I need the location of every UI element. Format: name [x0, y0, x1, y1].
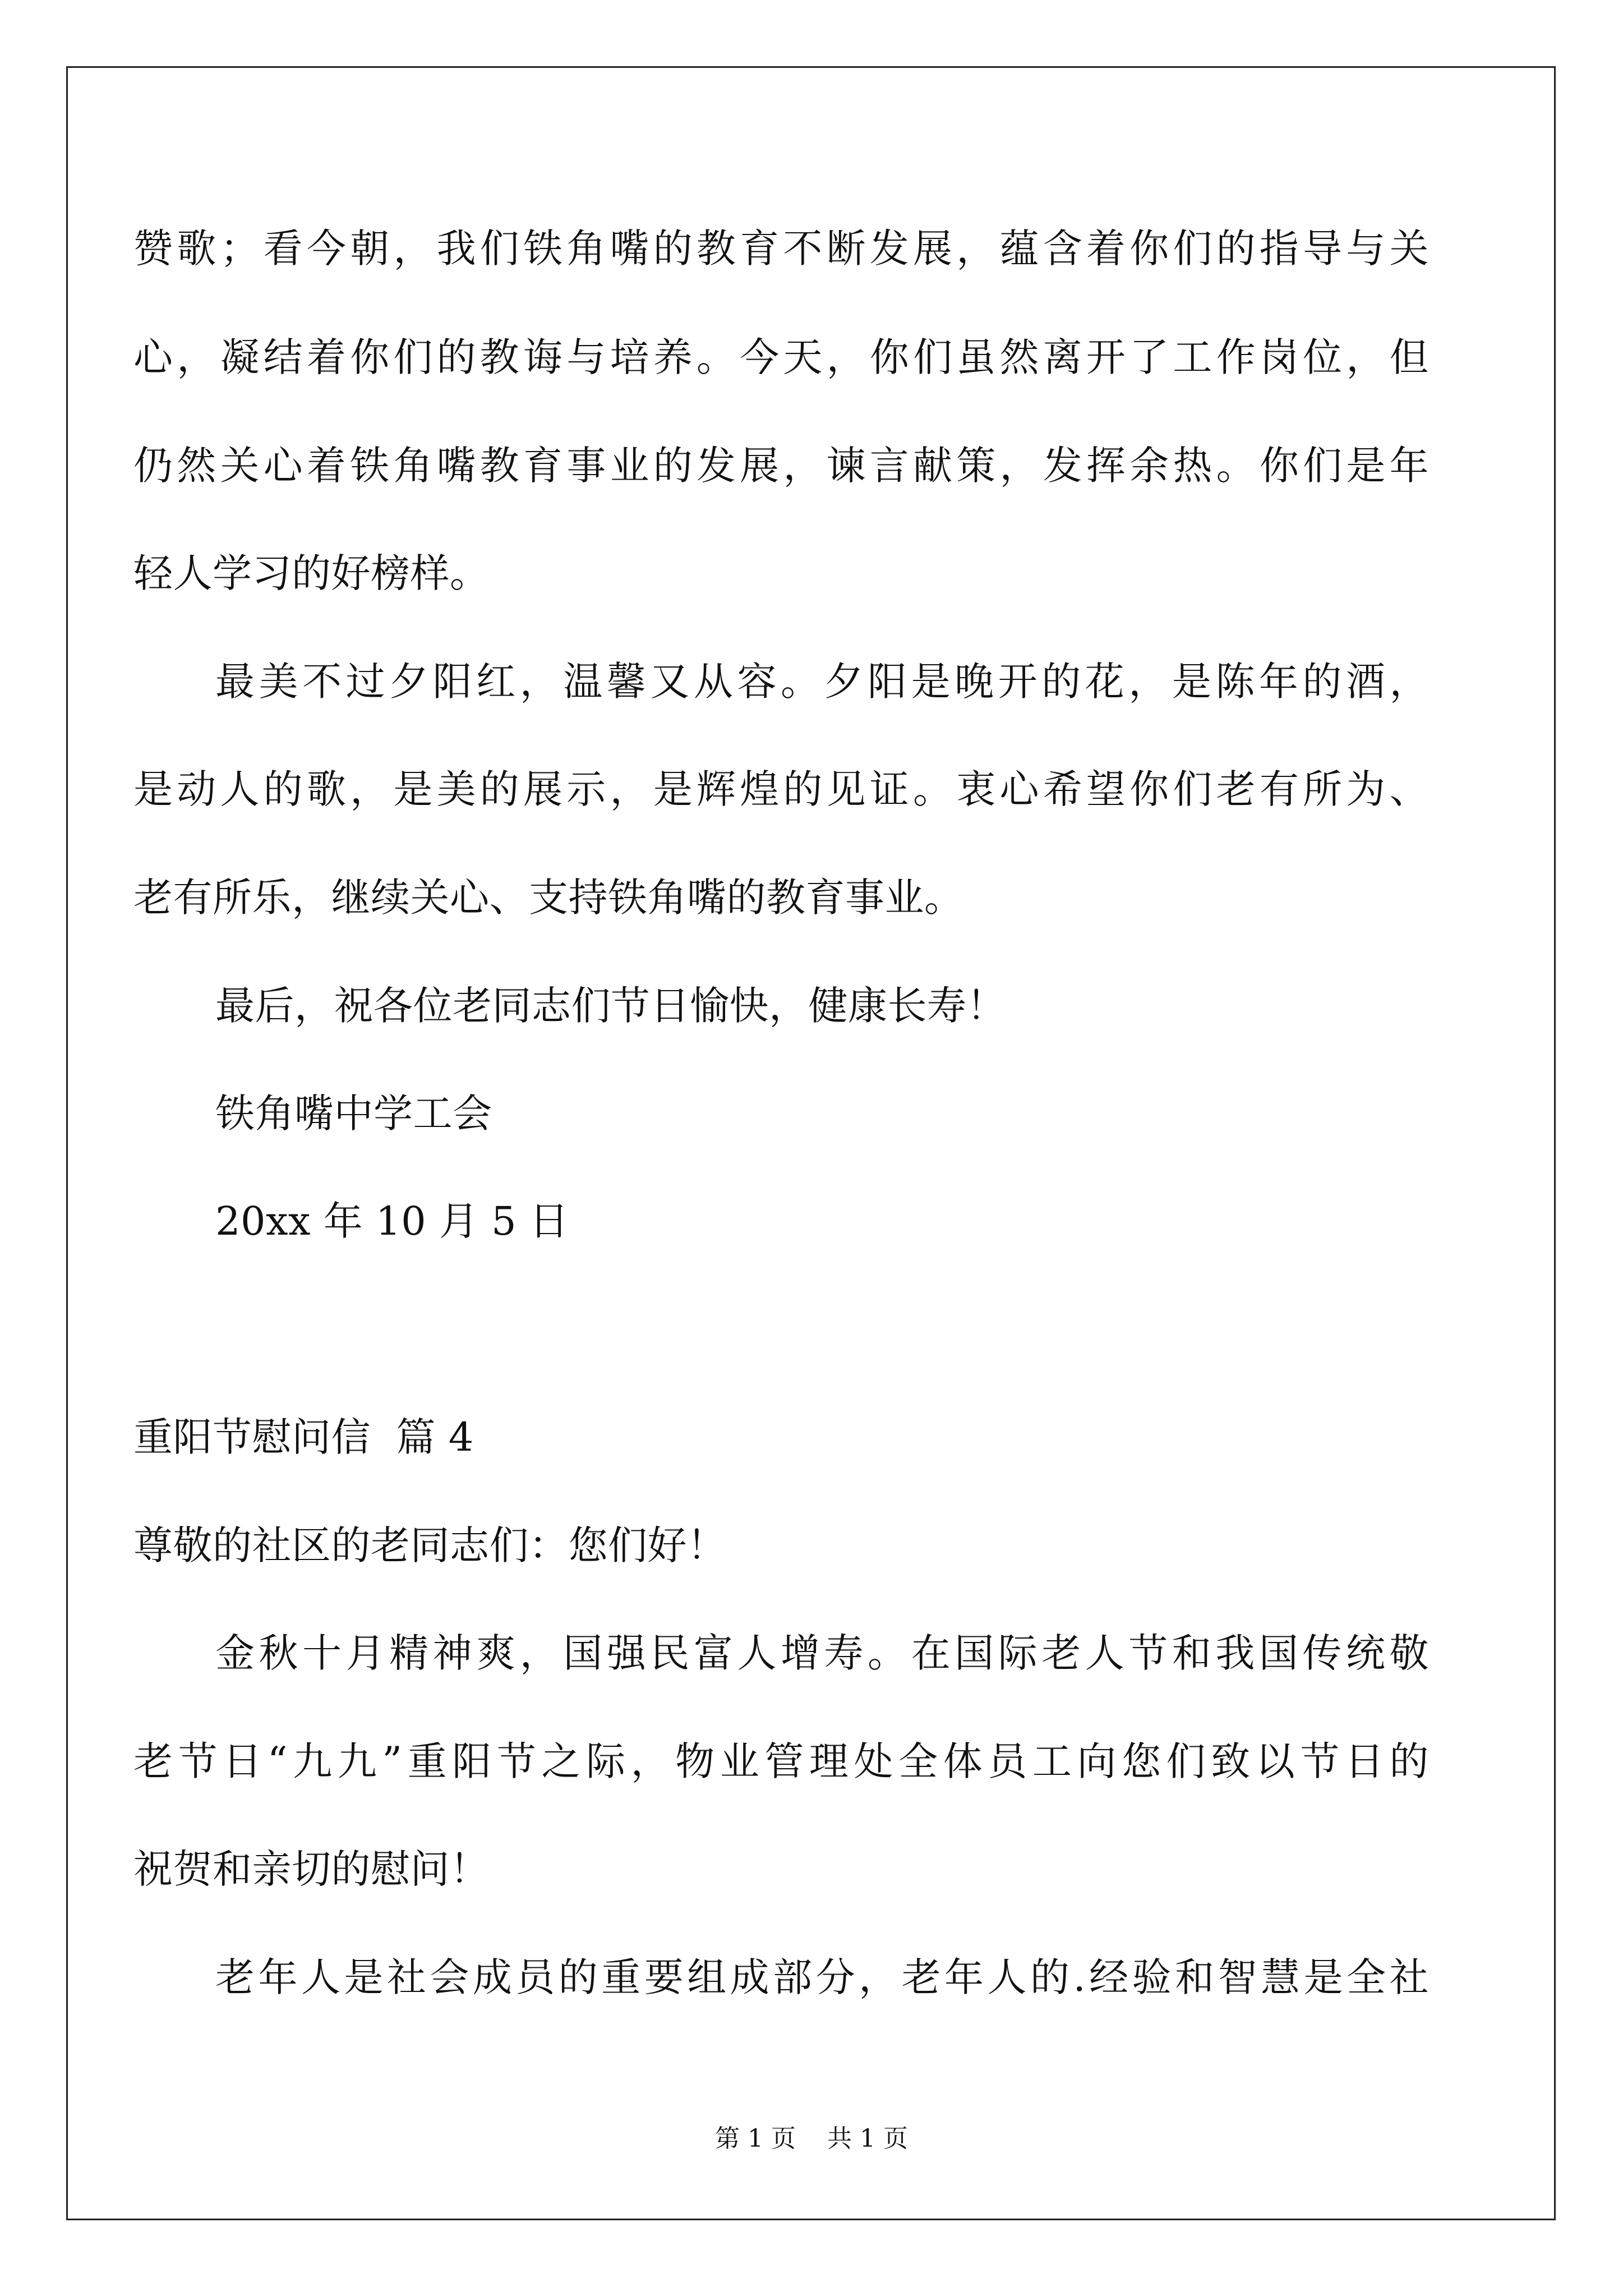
signature: 铁角嘴中学工会: [215, 1091, 492, 1137]
date-line: 20xx 年 10 月 5 日: [215, 1198, 569, 1244]
paragraph-line: 是动人的歌，是美的展示，是辉煌的见证。衷心希望你们老有所为、: [133, 766, 1429, 812]
paragraph-line: 老年人是社会成员的重要组成部分，老年人的.经验和智慧是全社: [215, 1954, 1429, 2000]
paragraph-line: 赞歌；看今朝，我们铁角嘴的教育不断发展，蕴含着你们的指导与关: [133, 226, 1429, 272]
paragraph-line: 老节日“九九”重阳节之际，物业管理处全体员工向您们致以节日的: [133, 1738, 1429, 1784]
paragraph-line: 金秋十月精神爽，国强民富人增寿。在国际老人节和我国传统敬: [215, 1630, 1429, 1676]
paragraph-line: 祝贺和亲切的慰问！: [133, 1846, 490, 1892]
salutation: 尊敬的社区的老同志们：您们好！: [133, 1522, 727, 1568]
paragraph-line: 仍然关心着铁角嘴教育事业的发展，谏言献策，发挥余热。你们是年: [133, 443, 1429, 489]
paragraph-line: 最美不过夕阳红，温馨又从容。夕阳是晚开的花，是陈年的酒，: [215, 659, 1429, 705]
page-border: [66, 66, 1556, 2220]
section-title: 重阳节慰问信 篇 4: [133, 1414, 474, 1460]
paragraph-line: 轻人学习的好榜样。: [133, 550, 490, 596]
closing-line: 最后，祝各位老同志们节日愉快，健康长寿！: [215, 983, 1006, 1029]
paragraph-line: 老有所乐，继续关心、支持铁角嘴的教育事业。: [133, 875, 964, 921]
paragraph-line: 心，凝结着你们的教诲与培养。今天，你们虽然离开了工作岗位，但: [133, 334, 1429, 380]
page-number-footer: 第 1 页 共 1 页: [715, 2124, 908, 2153]
